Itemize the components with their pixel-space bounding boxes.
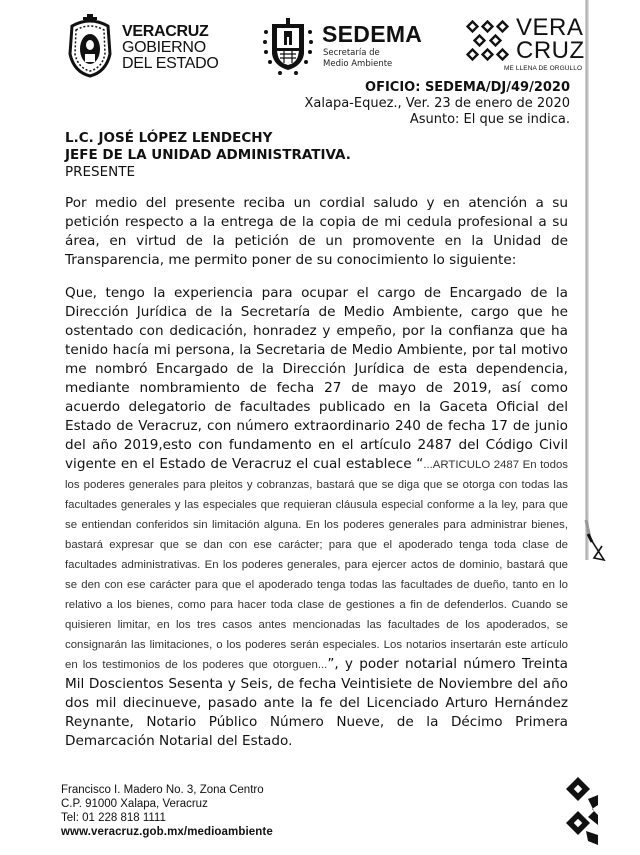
oficio-number: OFICIO: SEDEMA/DJ/49/2020 bbox=[365, 80, 570, 95]
reference-block bbox=[0, 80, 570, 128]
sedema-logo bbox=[262, 18, 442, 78]
sedema-shield-icon bbox=[262, 18, 314, 76]
addressee-title: JEFE DE LA UNIDAD ADMINISTRATIVA. bbox=[65, 147, 351, 163]
sedema-logo-sub1: Secretaría de bbox=[323, 48, 380, 58]
knot-pattern-icon bbox=[466, 20, 510, 62]
veracruz-logo-word1: VERA bbox=[516, 14, 584, 41]
salutation: PRESENTE bbox=[65, 164, 136, 180]
place-date: Xalapa-Equez., Ver. 23 de enero de 2020 bbox=[304, 96, 570, 111]
sedema-logo-sub2: Medio Ambiente bbox=[323, 59, 393, 69]
article-2487-quote: ...ARTICULO 2487 En todos los poderes generales para pleitos y cobranzas, bastará que se diga que se otorga con todas las facultades generales y las especiales que requieran cláusula especial conforme a la ley, para que se entiendan conferidos sin limitación alguna. En los poderes generales para administrar bienes, bastará expresar que se dan con ese carácter; para que el apoderado tenga toda clase de facultades administrativas. En los poderes generales, para ejercer actos de dominio, bastará que se den con ese carácter para que el apoderado tenga todas las facultades de dueño, tanto en lo relativo a los bienes, como para hacer toda clase de gestiones a fin de defenderlos. Cuando se quisieren limitar, en los tres casos antes mencionadas las facultades de los apoderados, se consignarán las limitaciones, o los poderes serán especiales. Los notarios insertarán este artículo en los testimonios de los poderes que otorguen... bbox=[65, 459, 568, 671]
paragraph-2-outro: ”, y poder notarial número Treinta Mil Doscientos Sesenta y Seis, de fecha Veintisiete de Noviembre del año dos mil diecinueve, pasado ante la fe del Licenciado Arturo Hernández Reynante, Notario Público Número Nueve, de la Décimo Primera Demarcación Notarial del Estado. bbox=[65, 656, 569, 749]
footer-contact bbox=[61, 783, 273, 839]
gobierno-logo-line3: DEL ESTADO bbox=[122, 55, 219, 72]
veracruz-logo-word2: CRUZ bbox=[516, 37, 585, 64]
coat-of-arms-icon bbox=[66, 14, 114, 78]
footer bbox=[0, 775, 640, 855]
body-paragraph-2 bbox=[65, 284, 568, 751]
sedema-logo-name: SEDEMA bbox=[322, 21, 423, 47]
paragraph-2-intro: Que, tengo la experiencia para ocupar el cargo de Encargado de la Dirección Jurídica de la Secretaría de Medio Ambiente, cargo que he ostentado con dedicación, honradez y empeño, por la confianza que ha tenido hacía mi persona, la Secretaria de Medio Ambiente, por tal motivo me nombró Encargado de la Dirección Jurídica de esta dependencia, mediante nombramiento de fecha 27 de mayo de 2019, así como acuerdo delegatorio de facultades publicado en la Gaceta Oficial del Estado de Veracruz, con número extraordinario 240 de fecha 17 de junio del año 2019,esto con fundamento en el artículo 2487 del Código Civil vigente en el Estado de Veracruz el cual establece “ bbox=[65, 285, 568, 472]
addressee-block bbox=[65, 130, 640, 181]
veracruz-brand-logo bbox=[466, 16, 586, 76]
footer-emblem-icon bbox=[564, 775, 600, 847]
subject-line: Asunto: El que se indica. bbox=[409, 112, 570, 127]
footer-website[interactable]: www.veracruz.gob.mx/medioambiente bbox=[61, 826, 273, 838]
veracruz-logo-tagline: ME LLENA DE ORGULLO bbox=[504, 65, 583, 72]
gobierno-logo-line1: VERACRUZ bbox=[122, 23, 209, 40]
footer-address: Francisco I. Madero No. 3, Zona Centro bbox=[61, 784, 264, 796]
body-paragraph-1: Por medio del presente reciba un cordial saludo y en atención a su petición respecto a la entrega de la copia de mi cedula profesional a su área, en virtud de la petición de un promovente en la Unidad de Transparencia, me permito poner de su conocimiento lo siguiente: bbox=[65, 195, 568, 268]
gobierno-veracruz-logo bbox=[66, 14, 236, 78]
footer-phone: Tel: 01 228 818 1111 bbox=[61, 812, 166, 824]
letter-content bbox=[0, 80, 640, 855]
letterhead bbox=[0, 0, 640, 80]
addressee-name: L.C. JOSÉ LÓPEZ LENDECHY bbox=[65, 130, 273, 146]
gobierno-logo-line2: GOBIERNO bbox=[122, 39, 206, 56]
footer-city: C.P. 91000 Xalapa, Veracruz bbox=[61, 798, 208, 810]
